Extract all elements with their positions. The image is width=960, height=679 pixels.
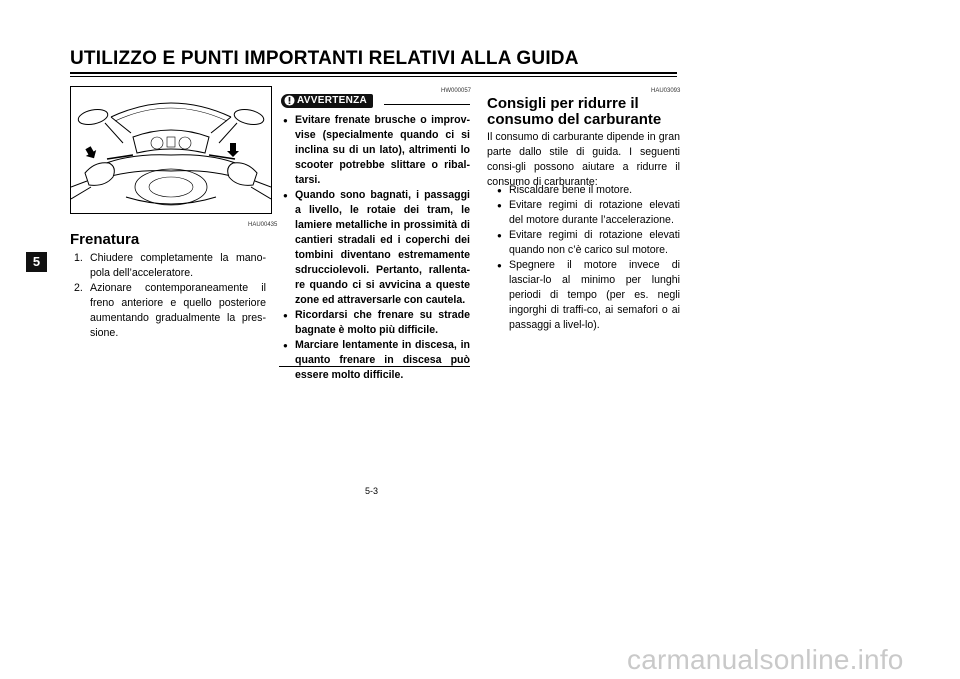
warning-list: [281, 113, 470, 383]
warning-rule: [384, 104, 470, 105]
header-rule: [70, 72, 677, 74]
ref-code-left: HAU00435: [248, 222, 278, 228]
list-item: 1. Chiudere completamente la mano-pola dell’acceleratore.: [74, 252, 266, 279]
fuel-intro: Il consumo di carburante dipende in gran parte dallo stile di guida. I seguenti consi-gli possono aiutare a ridurre il consumo di carburante:: [487, 131, 680, 188]
ref-code-right: HAU03093: [651, 88, 681, 94]
chapter-tab: 5: [26, 252, 47, 272]
warning-end-rule: [279, 366, 470, 367]
list-item: ● Spegnere il motore invece di lasciar-lo al minimo per lunghi periodi di tempo (per es. negli ingorghi di traffi-co, ai semafori o ai passaggi a livel-lo).: [495, 258, 680, 333]
list-item: ● Ricordarsi che frenare su strade bagnate è molto più difficile.: [281, 308, 470, 338]
handlebar-drawing: [71, 87, 271, 213]
section-heading-braking: Frenatura: [70, 231, 140, 248]
list-item: ● Evitare regimi di rotazione elevati quando non c’è carico sul motore.: [495, 228, 680, 258]
list-item: ● Evitare frenate brusche o improv-vise (specialmente quando ci si inclina su di un lato), altrimenti lo scooter potrebbe slittare o ribal-tarsi.: [281, 113, 470, 188]
braking-illustration: [70, 86, 272, 214]
warning-badge: [281, 94, 373, 108]
list-item: 2. Azionare contemporaneamente il freno anteriore e quello posteriore aumentando gradualmente la pres-sione.: [74, 282, 266, 339]
list-item: ● Riscaldare bene il motore.: [495, 183, 680, 198]
list-item: ● Quando sono bagnati, i passaggi a livello, le rotaie dei tram, le lamiere metalliche in prossimità di cantieri stradali ed i coperchi dei tombini diventano estremamente sdrucciolevoli. Pertanto, rallenta-re quando ci si avvicina a queste zone ed attraversarle con cautela.: [281, 188, 470, 308]
braking-steps: [70, 251, 266, 341]
watermark: carmanualsonline.info: [627, 644, 904, 675]
header-rule-thin: [70, 76, 677, 77]
warning-label: AVVERTENZA: [297, 95, 368, 106]
section-heading-fuel: Consigli per ridurre il consumo del carburante: [487, 95, 662, 128]
page-title: UTILIZZO E PUNTI IMPORTANTI RELATIVI ALLA GUIDA: [70, 48, 579, 69]
list-item: ● Evitare regimi di rotazione elevati del motore durante l’accelerazione.: [495, 198, 680, 228]
page-number: 5-3: [365, 486, 379, 496]
list-item: ● Marciare lentamente in discesa, in quanto frenare in discesa può essere molto difficile.: [281, 338, 470, 383]
fuel-tips-list: [495, 183, 680, 333]
ref-code-warning: HW000057: [441, 88, 472, 94]
warning-icon: [284, 95, 295, 106]
